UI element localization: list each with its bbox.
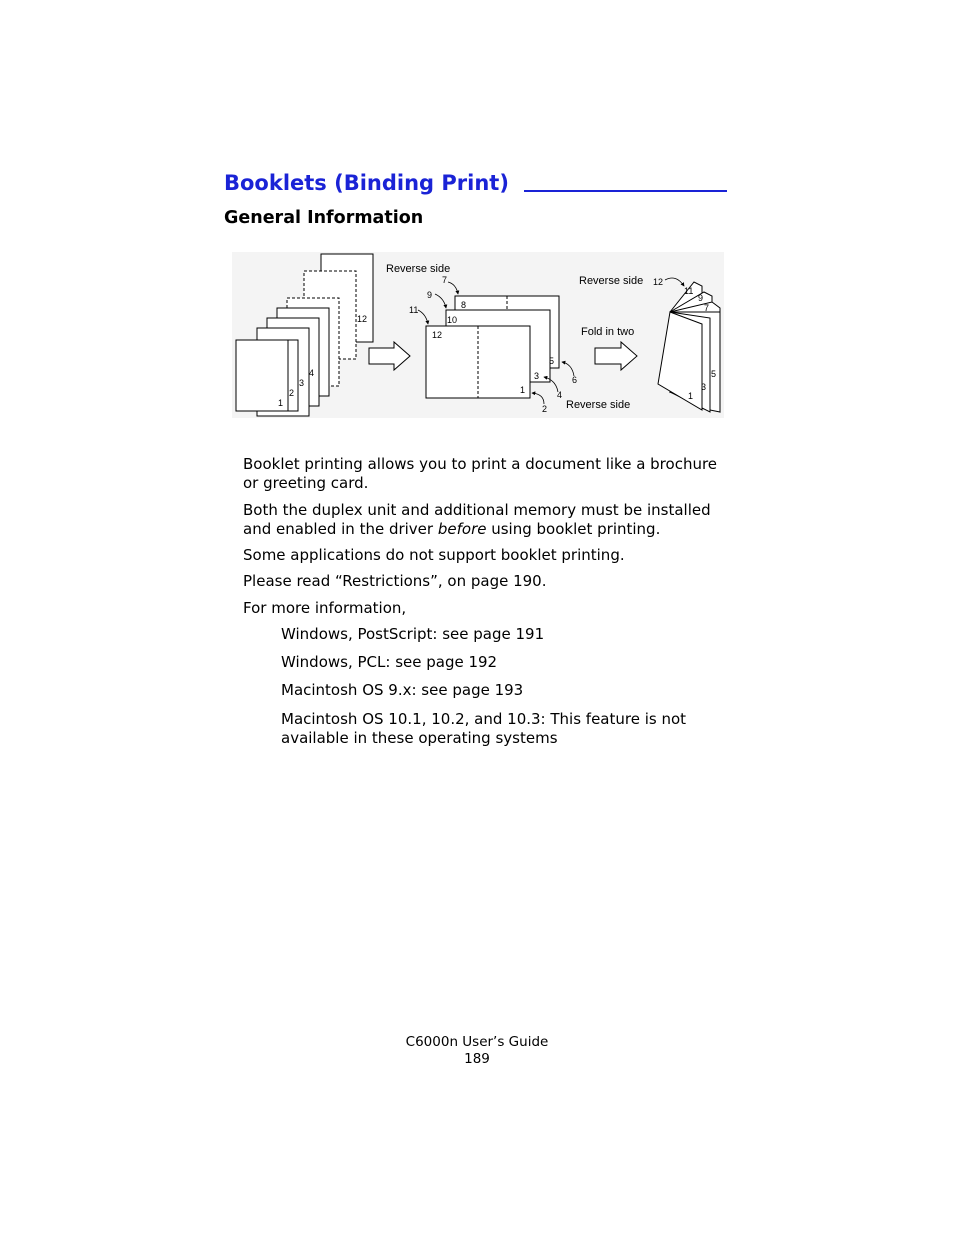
- reverse-side-label-right: Reverse side: [579, 275, 644, 287]
- paragraph-app-support: Some applications do not support booklet printing.: [243, 546, 625, 564]
- stack-page-12: 12: [357, 314, 368, 324]
- page-title: Booklets (Binding Print): [224, 171, 509, 195]
- booklet-diagram: [232, 252, 724, 418]
- figure-page-number: 1: [520, 385, 526, 395]
- figure-page-number: 8: [461, 300, 467, 310]
- figure-page-number: 7: [704, 303, 710, 313]
- figure-page-number: 11: [409, 305, 419, 315]
- stack-page-3: 3: [299, 378, 305, 388]
- footer-page-number: 189: [464, 1051, 490, 1067]
- fold-label: Fold in two: [581, 326, 635, 338]
- figure-page-number: 12: [653, 277, 664, 287]
- stack-page-1: 1: [278, 398, 284, 408]
- figure-page-number: 3: [534, 371, 540, 381]
- figure-page-number: 5: [711, 369, 717, 379]
- figure-page-number: 10: [447, 315, 458, 325]
- figure-page-number: 6: [572, 375, 578, 385]
- figure-page-number: 9: [427, 290, 433, 300]
- figure-page-number: 4: [557, 390, 563, 400]
- figure-page-number: 3: [701, 382, 707, 392]
- paragraph-requirements: Both the duplex unit and additional memory must be installed and enabled in the driver before using booklet printing.: [243, 501, 711, 538]
- section-heading: General Information: [224, 208, 424, 228]
- stack-page-2: 2: [289, 388, 295, 398]
- paragraph-more-info: For more information,: [243, 599, 407, 617]
- figure-page-number: 2: [542, 404, 548, 414]
- figure-page-number: 1: [688, 391, 694, 401]
- list-item: Macintosh OS 9.x: see page 193: [281, 681, 524, 699]
- list-item: Windows, PostScript: see page 191: [281, 625, 545, 643]
- figure-page-number: 7: [442, 275, 448, 285]
- title-underline-rule: [524, 190, 727, 192]
- figure-page-number: 12: [432, 330, 443, 340]
- figure-page-number: 9: [698, 293, 704, 303]
- stack-page-4: 4: [309, 368, 315, 378]
- list-item: Windows, PCL: see page 192: [281, 653, 498, 671]
- reverse-side-label-bottom: Reverse side: [566, 399, 631, 411]
- paragraph-intro: Booklet printing allows you to print a document like a brochure or greeting card.: [243, 455, 718, 492]
- footer-guide-title: C6000n User’s Guide: [405, 1034, 549, 1050]
- reverse-side-label-top: Reverse side: [386, 263, 451, 275]
- paragraph-restrictions: Please read “Restrictions”, on page 190.: [243, 572, 547, 590]
- list-item: Macintosh OS 10.1, 10.2, and 10.3: This feature is not available in these operating systems: [281, 710, 687, 747]
- figure-page-number: 5: [549, 356, 555, 366]
- figure-page-number: 11: [684, 286, 694, 296]
